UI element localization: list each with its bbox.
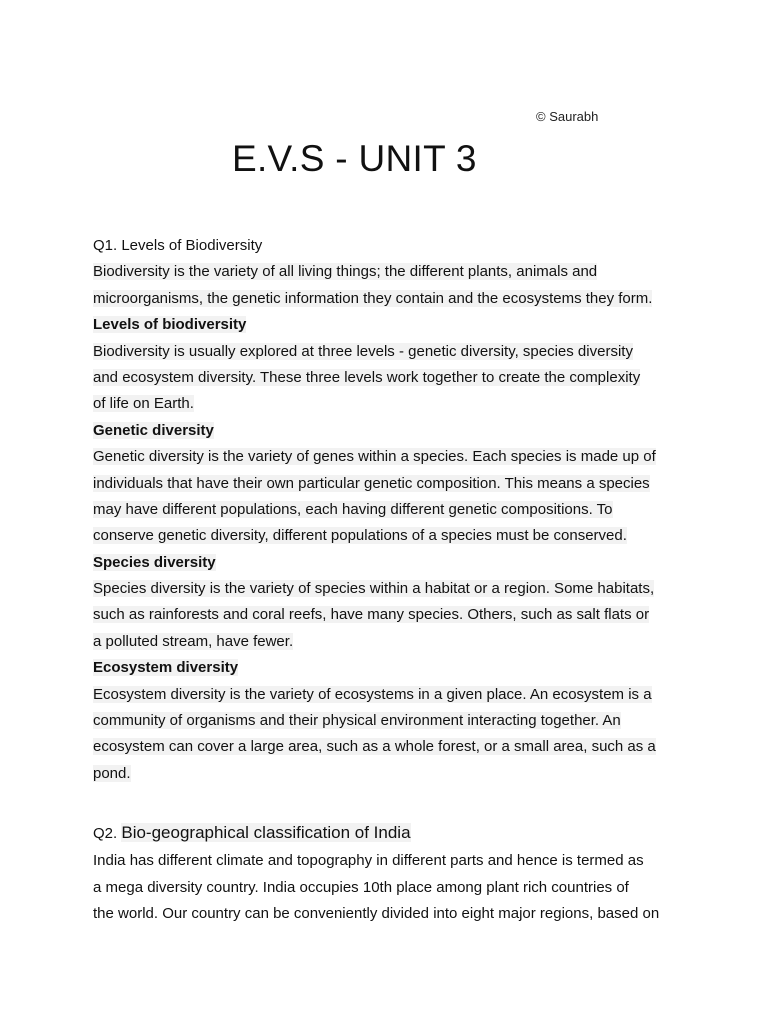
genetic-line-3: may have different populations, each having different genetic compositions. To	[93, 500, 613, 518]
page-title: E.V.S - UNIT 3	[232, 138, 477, 179]
q2-heading	[93, 818, 693, 848]
species-diversity-heading: Species diversity	[93, 553, 216, 571]
genetic-line-4: conserve genetic diversity, different populations of a species must be conserved.	[93, 527, 627, 545]
ecosystem-diversity-heading: Ecosystem diversity	[93, 659, 239, 677]
levels-line-3: of life on Earth.	[93, 395, 194, 413]
levels-of-biodiversity-heading: Levels of biodiversity	[93, 316, 247, 334]
q2-line-1: India has different climate and topography in different parts and hence is termed as	[93, 852, 644, 870]
q2-line-2: a mega diversity country. India occupies 10th place among plant rich countries of	[93, 878, 629, 896]
q1-intro-line-2: microorganisms, the genetic information they contain and the ecosystems they form.	[93, 289, 653, 307]
q2-title: Bio-geographical classification of India	[121, 823, 411, 843]
species-line-2: such as rainforests and coral reefs, have many species. Others, such as salt flats or	[93, 606, 650, 624]
document-body	[93, 233, 693, 927]
section-spacer	[93, 787, 693, 818]
levels-line-2: and ecosystem diversity. These three levels work together to create the complexity	[93, 368, 641, 386]
q1-heading: Q1. Levels of Biodiversity	[93, 237, 263, 254]
ecosystem-line-3: ecosystem can cover a large area, such as a whole forest, or a small area, such as a	[93, 738, 656, 756]
q2-line-3: the world. Our country can be conveniently divided into eight major regions, based on	[93, 904, 660, 922]
ecosystem-line-2: community of organisms and their physical environment interacting together. An	[93, 712, 621, 730]
species-line-1: Species diversity is the variety of species within a habitat or a region. Some habitats,	[93, 580, 655, 598]
genetic-line-2: individuals that have their own particular genetic composition. This means a species	[93, 474, 650, 492]
species-line-3: a polluted stream, have fewer.	[93, 632, 294, 650]
ecosystem-line-1: Ecosystem diversity is the variety of ecosystems in a given place. An ecosystem is a	[93, 685, 652, 703]
q1-intro-line-1: Biodiversity is the variety of all living things; the different plants, animals and	[93, 263, 598, 281]
copyright-notice: © Saurabh	[536, 109, 599, 124]
q2-prefix: Q2.	[93, 825, 118, 843]
levels-line-1: Biodiversity is usually explored at three levels - genetic diversity, species diversity	[93, 342, 633, 360]
ecosystem-line-4: pond.	[93, 764, 131, 782]
genetic-diversity-heading: Genetic diversity	[93, 421, 214, 439]
genetic-line-1: Genetic diversity is the variety of genes within a species. Each species is made up of	[93, 448, 656, 466]
